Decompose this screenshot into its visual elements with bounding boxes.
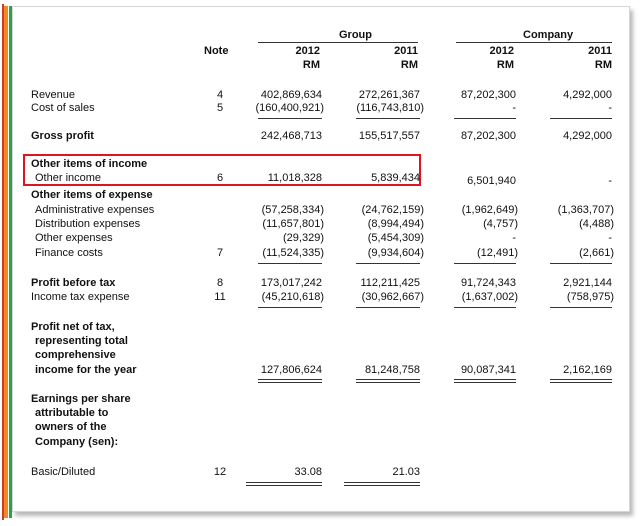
basic-diluted-g2012: 33.08 — [294, 466, 322, 478]
group-2012-year: 2012 — [295, 45, 320, 57]
subtotal-rule-g2012 — [258, 118, 322, 119]
income-tax-g2012: (45,210,618) — [261, 291, 324, 303]
distribution-expenses-c2011: (4,488) — [579, 218, 614, 230]
profit-before-tax-note: 8 — [216, 277, 224, 289]
basic-diluted-g2011: 21.03 — [392, 466, 420, 478]
net-double-rule-g2011-b — [356, 382, 420, 383]
other-expenses-c2011: - — [608, 232, 612, 244]
distribution-expenses-c2012: (4,757) — [483, 218, 518, 230]
admin-expenses-g2011: (24,762,159) — [361, 204, 424, 216]
company-header: Company — [523, 29, 574, 41]
tax-rule-g2011 — [356, 307, 420, 308]
cost-of-sales-c2012: - — [512, 102, 516, 114]
revenue-g2012: 402,869,634 — [260, 89, 322, 101]
revenue-label: Revenue — [31, 89, 76, 101]
profit-before-tax-label: Profit before tax — [31, 277, 116, 289]
profit-net-label-line2: representing total — [35, 335, 128, 347]
subtotal-rule-c2012 — [454, 118, 516, 119]
profit-net-c2011: 2,162,169 — [563, 364, 612, 376]
revenue-c2011: 4,292,000 — [563, 89, 612, 101]
company-2012-currency: RM — [496, 59, 514, 71]
profit-net-g2011: 81,248,758 — [364, 364, 420, 376]
group-header-rule — [258, 42, 418, 43]
net-double-rule-c2011-a — [550, 379, 612, 380]
other-expenses-label: Other expenses — [35, 232, 113, 244]
gross-profit-label: Gross profit — [31, 130, 94, 142]
pbt-rule-g2011 — [356, 263, 420, 264]
admin-expenses-g2012: (57,258,334) — [261, 204, 324, 216]
finance-costs-g2012: (11,524,335) — [262, 247, 324, 259]
distribution-expenses-label: Distribution expenses — [35, 218, 141, 230]
group-2011-currency: RM — [400, 59, 418, 71]
subtotal-rule-c2011 — [550, 118, 612, 119]
profit-before-tax-g2012: 173,017,242 — [260, 277, 322, 289]
admin-expenses-label: Administrative expenses — [35, 204, 155, 216]
profit-before-tax-c2012: 91,724,343 — [460, 277, 516, 289]
income-tax-c2011: (758,975) — [566, 291, 614, 303]
group-2012-currency: RM — [302, 59, 320, 71]
other-expenses-g2011: (5,454,309) — [367, 232, 424, 244]
group-header: Group — [339, 29, 372, 41]
eps-heading-line4: Company (sen): — [35, 436, 119, 448]
finance-costs-g2011: (9,934,604) — [367, 247, 424, 259]
profit-net-label-line3: comprehensive — [35, 349, 116, 361]
finance-costs-note: 7 — [216, 247, 224, 259]
eps-heading-line2: attributable to — [35, 407, 109, 419]
cost-of-sales-g2011: (116,743,810) — [356, 102, 424, 114]
company-2011-currency: RM — [594, 59, 612, 71]
net-double-rule-g2012-a — [258, 379, 322, 380]
note-column-header: Note — [204, 45, 229, 57]
eps-double-rule-g2012-b — [246, 485, 322, 486]
income-tax-note: 11 — [214, 291, 226, 303]
other-income-c2012: 6,501,940 — [467, 175, 516, 187]
admin-expenses-c2012: (1,962,649) — [461, 204, 518, 216]
other-expenses-c2012: - — [512, 232, 516, 244]
subtotal-rule-g2011 — [356, 118, 420, 119]
profit-net-g2012: 127,806,624 — [260, 364, 322, 376]
finance-costs-c2011: (2,661) — [579, 247, 614, 259]
cost-of-sales-g2012: (160,400,921) — [255, 102, 324, 114]
pbt-rule-c2011 — [550, 263, 612, 264]
other-expenses-g2012: (29,329) — [283, 232, 324, 244]
net-double-rule-c2011-b — [550, 382, 612, 383]
other-income-c2011: - — [608, 175, 612, 187]
gross-profit-c2011: 4,292,000 — [563, 130, 612, 142]
net-double-rule-c2012-a — [454, 379, 516, 380]
company-2012-year: 2012 — [489, 45, 514, 57]
basic-diluted-label: Basic/Diluted — [31, 466, 96, 478]
income-tax-g2011: (30,962,667) — [361, 291, 424, 303]
admin-expenses-c2011: (1,363,707) — [557, 204, 614, 216]
profit-net-label-line4: income for the year — [35, 364, 137, 376]
profit-before-tax-g2011: 112,211,425 — [360, 277, 420, 289]
income-tax-label: Income tax expense — [31, 291, 130, 303]
tax-rule-c2012 — [454, 307, 516, 308]
other-items-income-heading: Other items of income — [31, 158, 148, 170]
net-double-rule-c2012-b — [454, 382, 516, 383]
revenue-note: 4 — [216, 89, 224, 101]
basic-diluted-note: 12 — [213, 466, 227, 478]
other-items-expense-heading: Other items of expense — [31, 189, 153, 201]
income-tax-c2012: (1,637,002) — [461, 291, 518, 303]
profit-before-tax-c2011: 2,921,144 — [563, 277, 612, 289]
net-double-rule-g2011-a — [356, 379, 420, 380]
other-income-label: Other income — [35, 172, 102, 184]
profit-net-c2012: 90,087,341 — [460, 364, 516, 376]
company-header-rule — [456, 42, 612, 43]
eps-heading-line3: owners of the — [35, 421, 107, 433]
eps-double-rule-g2012-a — [246, 482, 322, 483]
other-income-g2011: 5,839,434 — [371, 172, 420, 184]
cost-of-sales-label: Cost of sales — [31, 102, 95, 114]
tax-rule-c2011 — [550, 307, 612, 308]
group-2011-year: 2011 — [394, 45, 418, 57]
distribution-expenses-g2012: (11,657,801) — [262, 218, 324, 230]
pbt-rule-g2012 — [258, 263, 322, 264]
eps-double-rule-g2011-b — [344, 485, 420, 486]
gross-profit-c2012: 87,202,300 — [460, 130, 516, 142]
gross-profit-g2012: 242,468,713 — [260, 130, 322, 142]
profit-net-label-line1: Profit net of tax, — [31, 321, 115, 333]
net-double-rule-g2012-b — [258, 382, 322, 383]
tax-rule-g2012 — [258, 307, 322, 308]
company-2011-year: 2011 — [588, 45, 612, 57]
gross-profit-g2011: 155,517,557 — [358, 130, 420, 142]
other-income-note: 6 — [216, 172, 224, 184]
other-income-g2012: 11,018,328 — [267, 172, 322, 184]
eps-double-rule-g2011-a — [344, 482, 420, 483]
eps-heading-line1: Earnings per share — [31, 393, 131, 405]
page-edge-orange — [4, 6, 8, 518]
revenue-c2012: 87,202,300 — [460, 89, 516, 101]
cost-of-sales-note: 5 — [216, 102, 224, 114]
pbt-rule-c2012 — [454, 263, 516, 264]
distribution-expenses-g2011: (8,994,494) — [367, 218, 424, 230]
finance-costs-c2012: (12,491) — [477, 247, 518, 259]
finance-costs-label: Finance costs — [35, 247, 103, 259]
revenue-g2011: 272,261,367 — [358, 89, 420, 101]
cost-of-sales-c2011: - — [608, 102, 612, 114]
